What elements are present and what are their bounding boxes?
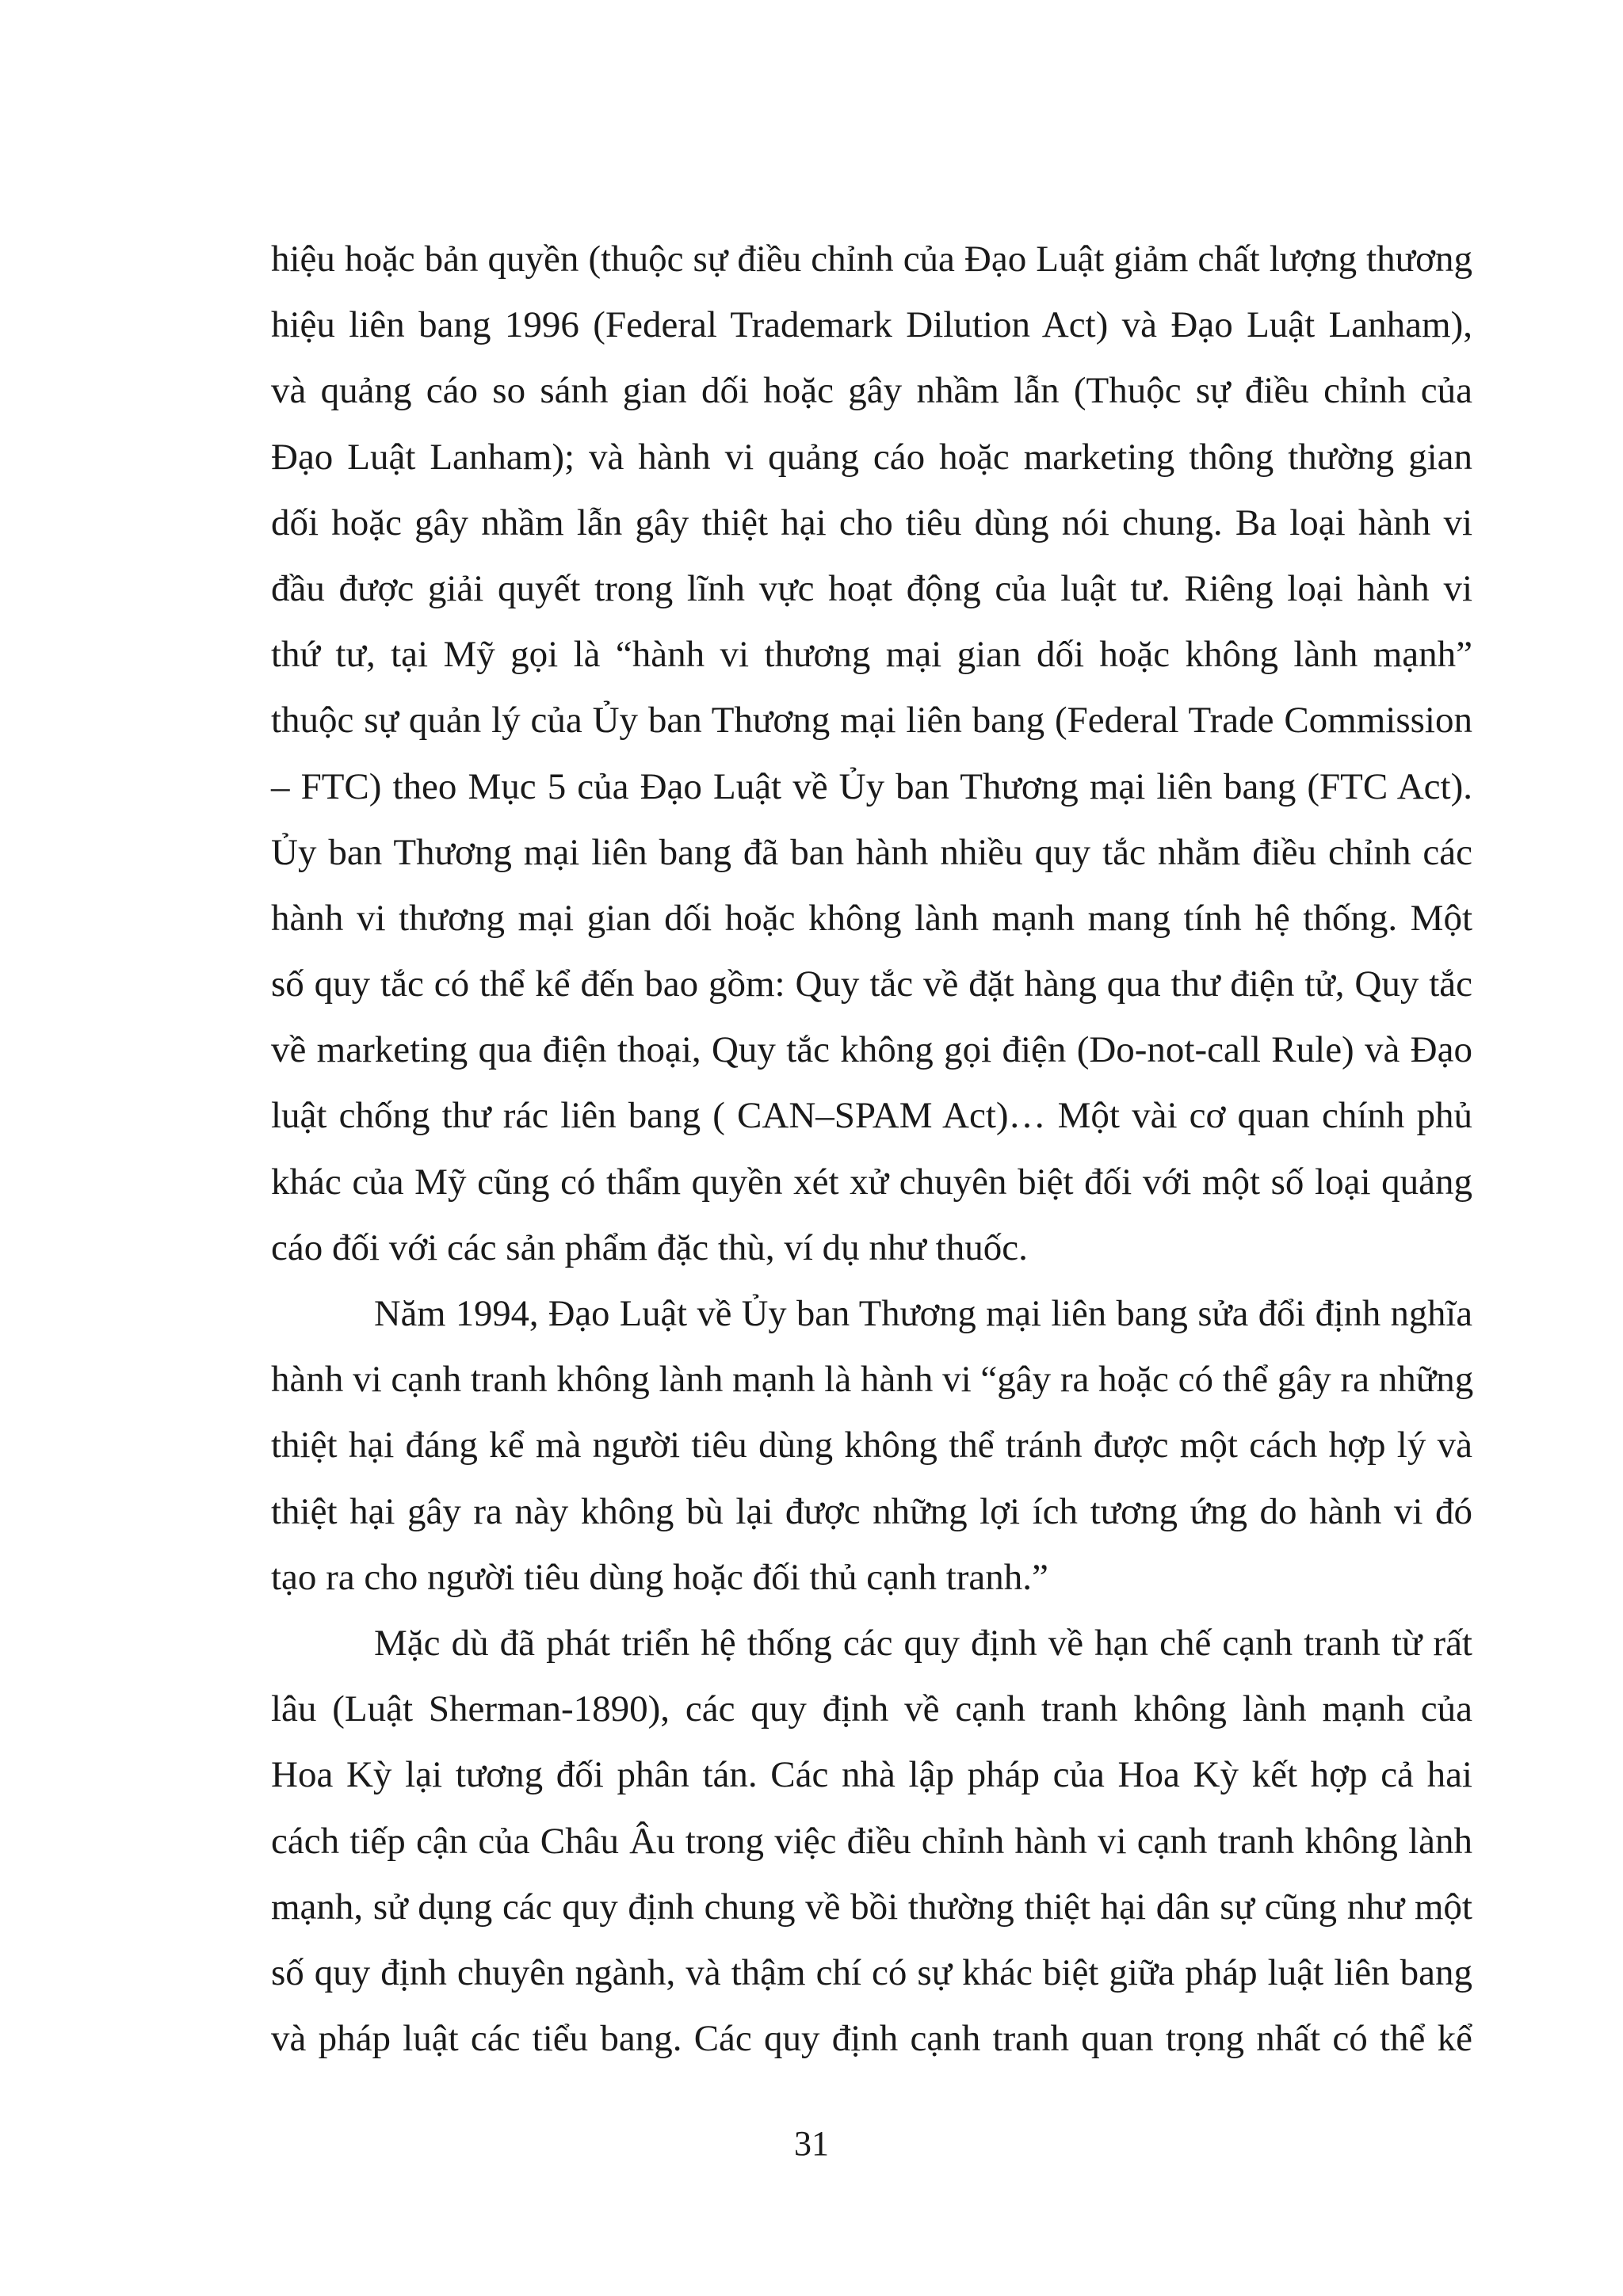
text-line: cách tiếp cận của Châu Âu trong việc điều chỉnh hành vi cạnh tranh không lành	[271, 1820, 1472, 1862]
text-line: số quy tắc có thể kể đến bao gồm: Quy tắc về đặt hàng qua thư điện tử, Quy tắc	[271, 963, 1472, 1005]
text-line: mạnh, sử dụng các quy định chung về bồi thường thiệt hại dân sự cũng như một	[271, 1886, 1472, 1928]
text-line: số quy định chuyên ngành, và thậm chí có sự khác biệt giữa pháp luật liên bang	[271, 1951, 1472, 1993]
text-line: hành vi thương mại gian dối hoặc không lành mạnh mang tính hệ thống. Một	[271, 897, 1472, 939]
text-line: khác của Mỹ cũng có thẩm quyền xét xử chuyên biệt đối với một số loại quảng	[271, 1161, 1472, 1203]
text-line: thứ tư, tại Mỹ gọi là “hành vi thương mại gian dối hoặc không lành mạnh”	[271, 634, 1472, 676]
text-line: Hoa Kỳ lại tương đối phân tán. Các nhà lập pháp của Hoa Kỳ kết hợp cả hai	[271, 1754, 1472, 1796]
text-line: thuộc sự quản lý của Ủy ban Thương mại liên bang (Federal Trade Commission	[271, 700, 1472, 742]
text-line: về marketing qua điện thoại, Quy tắc không gọi điện (Do-not-call Rule) và Đạo	[271, 1029, 1472, 1071]
text-line: tạo ra cho người tiêu dùng hoặc đối thủ cạnh tranh.”	[271, 1556, 1048, 1598]
text-line: dối hoặc gây nhầm lẫn gây thiệt hại cho tiêu dùng nói chung. Ba loại hành vi	[271, 502, 1472, 543]
paragraph-first-line: Năm 1994, Đạo Luật về Ủy ban Thương mại liên bang sửa đổi định nghĩa	[374, 1294, 1472, 1334]
text-line: thiệt hại gây ra này không bù lại được những lợi ích tương ứng do hành vi đó	[271, 1490, 1472, 1532]
body-text	[271, 227, 1472, 2072]
text-line: hiệu hoặc bản quyền (thuộc sự điều chỉnh của Đạo Luật giảm chất lượng thương	[271, 238, 1472, 280]
text-line: luật chống thư rác liên bang ( CAN–SPAM Act)… Một vài cơ quan chính phủ	[271, 1095, 1472, 1137]
text-line: lâu (Luật Sherman-1890), các quy định về cạnh tranh không lành mạnh của	[271, 1688, 1472, 1730]
paragraph-first-line: Mặc dù đã phát triển hệ thống các quy định về hạn chế cạnh tranh từ rất	[374, 1622, 1472, 1664]
text-line: thiệt hại đáng kể mà người tiêu dùng không thể tránh được một cách hợp lý và	[271, 1425, 1472, 1466]
text-line: đầu được giải quyết trong lĩnh vực hoạt động của luật tư. Riêng loại hành vi	[271, 567, 1472, 609]
text-line: Đạo Luật Lanham); và hành vi quảng cáo hoặc marketing thông thường gian	[271, 436, 1472, 478]
text-line: Ủy ban Thương mại liên bang đã ban hành nhiều quy tắc nhằm điều chỉnh các	[271, 831, 1472, 873]
page-number: 31	[794, 2124, 829, 2163]
text-line: cáo đối với các sản phẩm đặc thù, ví dụ như thuốc.	[271, 1226, 1028, 1268]
text-line: hiệu liên bang 1996 (Federal Trademark Dilution Act) và Đạo Luật Lanham),	[271, 304, 1472, 346]
text-line: hành vi cạnh tranh không lành mạnh là hành vi “gây ra hoặc có thể gây ra những	[271, 1359, 1474, 1401]
text-line: và pháp luật các tiểu bang. Các quy định cạnh tranh quan trọng nhất có thể kể	[271, 2018, 1472, 2060]
text-line: – FTC) theo Mục 5 của Đạo Luật về Ủy ban Thương mại liên bang (FTC Act).	[271, 765, 1472, 807]
text-line: và quảng cáo so sánh gian dối hoặc gây nhầm lẫn (Thuộc sự điều chỉnh của	[271, 370, 1472, 412]
